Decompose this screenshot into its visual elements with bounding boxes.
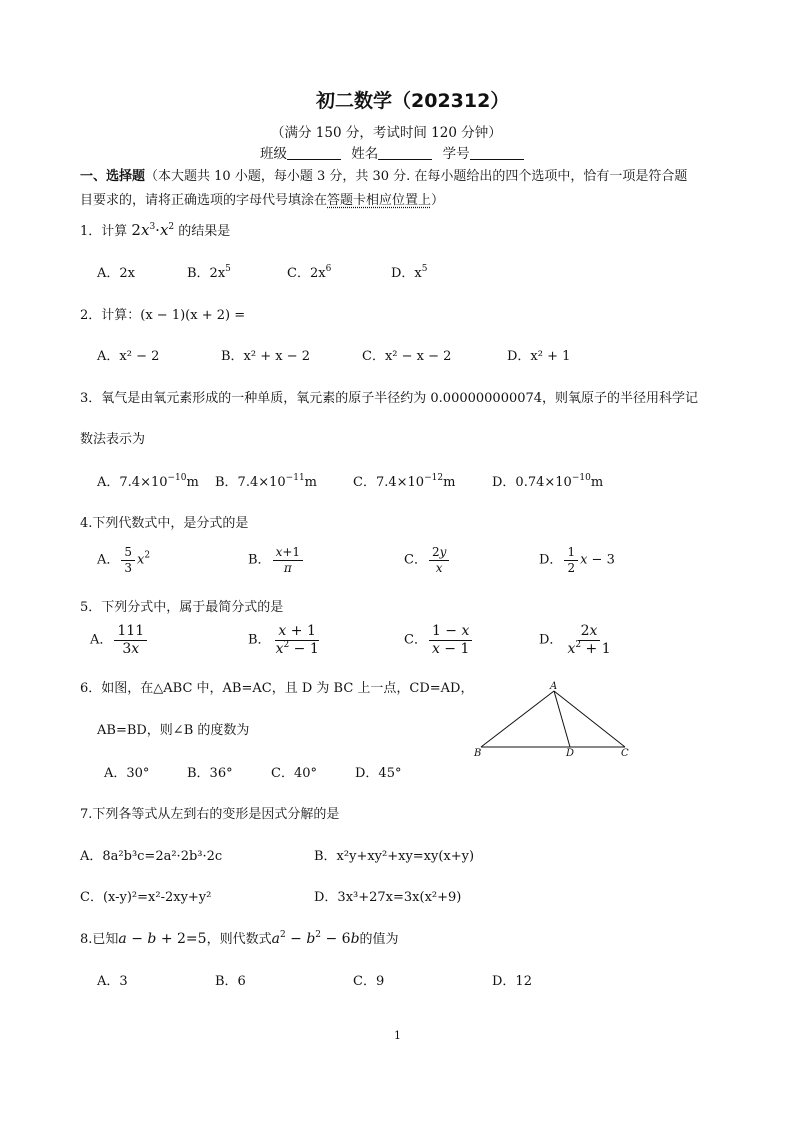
q6-option-d[interactable]: D．45° <box>355 766 402 781</box>
question-3-line2: 数法表示为 <box>80 432 146 447</box>
q5-option-b[interactable]: B． $\frac{x + 1}{x^2 - 1}$ <box>248 623 319 657</box>
vertex-label-c: C <box>621 748 629 758</box>
question-6-line1: 6．如图，在△ABC 中，AB=AC，且 D 为 BC 上一点，CD=AD， <box>80 681 474 696</box>
q2-option-c[interactable]: C．x² − x − 2 <box>362 349 452 364</box>
question-8-stem: 8.已知a − b + 2=5，则代数式$a^2 - b^2 - 6b$的值为 <box>80 930 399 947</box>
q2-option-a[interactable]: A．x² − 2 <box>97 349 160 364</box>
q4-option-b[interactable]: B． $\frac{x+1}{\pi}$ <box>248 546 305 574</box>
q1-option-b[interactable]: B．$2x^5$ <box>187 264 231 281</box>
q1-option-a[interactable]: A．2x <box>97 266 135 281</box>
q7-option-c[interactable]: C．(x-y)²=x²-2xy+y² <box>80 890 212 905</box>
q2-option-d[interactable]: D．x² + 1 <box>507 349 571 364</box>
class-label: 班级 <box>260 146 287 162</box>
q1-option-c[interactable]: C．$2x^6$ <box>287 264 332 281</box>
q4-option-a[interactable]: A． $\frac{5}{3}$ $x^2$ <box>97 545 151 575</box>
q4-option-c[interactable]: C． $\frac{2y}{x}$ <box>404 546 451 574</box>
question-5-stem: 5．下列分式中，属于最简分式的是 <box>80 600 284 615</box>
segment-ad <box>554 691 570 747</box>
q8-option-d[interactable]: D．12 <box>492 974 532 989</box>
section-heading-line <box>80 165 687 184</box>
section-desc-line2: 目要求的，请将正确选项的字母代号填涂在答题卡相应位置上） <box>80 193 445 208</box>
page-number: 1 <box>394 1029 401 1042</box>
q5-option-a[interactable]: A． $\frac{111}{3x}$ <box>90 624 149 656</box>
q8-expression: $a^2 - b^2 - 6b$ <box>271 930 360 947</box>
vertex-label-b: B <box>474 748 482 758</box>
vertex-label-d: D <box>566 748 575 758</box>
q6-option-c[interactable]: C．40° <box>271 766 317 781</box>
q6-option-b[interactable]: B．36° <box>187 766 233 781</box>
q3-option-b[interactable]: B．$7.4\times 10^{-11}m$ <box>215 473 317 490</box>
page-title: 初二数学（202312） <box>316 90 510 112</box>
q1-expression: $2x^3\cdot x^2$ <box>131 221 175 239</box>
section-desc-a: （本大题共 10 小题，每小题 3 分，共 30 分. 在每小题给出的四个选项中，恰有一项是符合题 <box>145 169 688 184</box>
q8-option-a[interactable]: A．3 <box>97 974 128 989</box>
question-1-stem: 1．计算 $2x^3\cdot x^2$ 的结果是 <box>80 221 231 239</box>
exam-info: （满分 150 分，考试时间 120 分钟） <box>271 125 502 141</box>
q7-option-a[interactable]: A．8a²b³c=2a²·2b³·2c <box>80 849 223 864</box>
question-2-stem: 2．计算：(x − 1)(x + 2) = <box>80 308 246 323</box>
q3-option-a[interactable]: A．$7.4\times 10^{-10}m$ <box>97 473 199 490</box>
q4-option-d[interactable]: D． $\frac{1}{2}$ x − 3 <box>539 545 615 575</box>
id-blank[interactable] <box>470 145 524 160</box>
section-heading: 一、选择题 <box>80 169 146 184</box>
q5-option-d[interactable]: D． $\frac{2x}{x^2 + 1}$ <box>539 623 611 657</box>
question-6-line2: AB=BD，则∠B 的度数为 <box>97 723 250 738</box>
name-label: 姓名 <box>351 146 379 162</box>
question-7-stem: 7.下列各等式从左到右的变形是因式分解的是 <box>80 807 340 822</box>
id-label: 学号 <box>442 146 470 162</box>
question-3-line1: 3．氧气是由氧元素形成的一种单质，氧元素的原子半径约为 0.000000000074，则氧原子的半径用科学记 <box>80 391 699 406</box>
q3-option-c[interactable]: C．$7.4\times 10^{-12}m$ <box>353 473 456 490</box>
q3-option-d[interactable]: D．$0.74\times 10^{-10}m$ <box>492 473 604 490</box>
q7-option-d[interactable]: D．3x³+27x=3x(x²+9) <box>314 890 462 905</box>
vertex-label-a: A <box>550 681 558 692</box>
q6-option-a[interactable]: A．30° <box>104 766 150 781</box>
triangle-figure <box>470 678 635 758</box>
q2-option-b[interactable]: B．x² + x − 2 <box>221 349 311 364</box>
q8-option-c[interactable]: C．9 <box>353 974 385 989</box>
question-4-stem: 4.下列代数式中，是分式的是 <box>80 516 249 531</box>
name-blank[interactable] <box>378 145 432 160</box>
q1-option-d[interactable]: D．$x^5$ <box>391 264 428 281</box>
side-ac <box>554 691 625 747</box>
q5-option-c[interactable]: C． $\frac{1 - x}{x - 1}$ <box>404 624 474 656</box>
class-blank[interactable] <box>287 145 341 160</box>
q8-option-b[interactable]: B．6 <box>215 974 246 989</box>
q8-condition: a − b + 2=5 <box>118 931 207 947</box>
side-ab <box>481 691 554 747</box>
q7-option-b[interactable]: B．x²y+xy²+xy=xy(x+y) <box>314 849 475 864</box>
student-info-line <box>260 142 524 162</box>
